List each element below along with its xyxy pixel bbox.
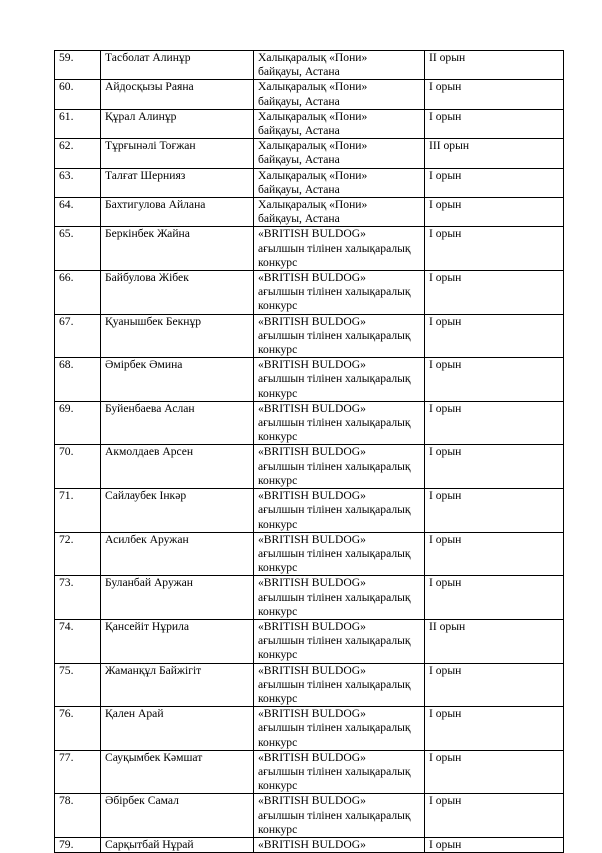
place-result: I орын — [425, 794, 564, 838]
student-name: Буйенбаева Аслан — [101, 401, 254, 445]
row-number: 69. — [55, 401, 101, 445]
row-number: 65. — [55, 227, 101, 271]
competition-name: Халықаралық «Пони» байқауы, Астана — [254, 109, 425, 138]
competition-name: Халықаралық «Пони» байқауы, Астана — [254, 139, 425, 168]
table-row — [55, 80, 564, 109]
competition-name: «BRITISH BULDOG» ағылшын тілінен халықаралық конкурс — [254, 663, 425, 707]
student-name: Тұрғынәлі Тоғжан — [101, 139, 254, 168]
table-row — [55, 139, 564, 168]
place-result: I орын — [425, 358, 564, 402]
student-name: Қуанышбек Бекнұр — [101, 314, 254, 358]
student-name: Қансейіт Нұрила — [101, 619, 254, 663]
table-row — [55, 445, 564, 489]
row-number: 72. — [55, 532, 101, 576]
student-name: Әмірбек Әмина — [101, 358, 254, 402]
row-number: 67. — [55, 314, 101, 358]
place-result: I орын — [425, 707, 564, 751]
table-row — [55, 227, 564, 271]
student-name: Байбулова Жібек — [101, 271, 254, 315]
table-row — [55, 837, 564, 852]
place-result: I орын — [425, 663, 564, 707]
table-row — [55, 489, 564, 533]
competition-name: «BRITISH BULDOG» ағылшын тілінен халықаралық конкурс — [254, 532, 425, 576]
competition-name: «BRITISH BULDOG» ағылшын тілінен халықаралық конкурс — [254, 489, 425, 533]
row-number: 74. — [55, 619, 101, 663]
table-row — [55, 198, 564, 227]
place-result: I орын — [425, 401, 564, 445]
row-number: 77. — [55, 750, 101, 794]
student-name: Айдосқызы Раяна — [101, 80, 254, 109]
row-number: 68. — [55, 358, 101, 402]
row-number: 71. — [55, 489, 101, 533]
competition-name: «BRITISH BULDOG» ағылшын тілінен халықаралық конкурс — [254, 445, 425, 489]
competition-name: «BRITISH BULDOG» ағылшын тілінен халықаралық конкурс — [254, 750, 425, 794]
row-number: 64. — [55, 198, 101, 227]
place-result: II орын — [425, 51, 564, 80]
student-name: Әбірбек Самал — [101, 794, 254, 838]
student-name: Талғат Шернияз — [101, 168, 254, 197]
place-result: I орын — [425, 489, 564, 533]
competition-name: «BRITISH BULDOG» ағылшын тілінен халықаралық конкурс — [254, 576, 425, 620]
place-result: I орын — [425, 109, 564, 138]
place-result: I орын — [425, 445, 564, 489]
competition-name: Халықаралық «Пони» байқауы, Астана — [254, 198, 425, 227]
competition-name: «BRITISH BULDOG» ағылшын тілінен халықаралық конкурс — [254, 401, 425, 445]
competition-name: «BRITISH BULDOG» ағылшын тілінен халықаралық конкурс — [254, 794, 425, 838]
table-row — [55, 358, 564, 402]
competition-name: «BRITISH BULDOG» ағылшын тілінен халықаралық конкурс — [254, 271, 425, 315]
place-result: I орын — [425, 314, 564, 358]
student-name: Қален Арай — [101, 707, 254, 751]
table-row — [55, 401, 564, 445]
table-row — [55, 314, 564, 358]
competition-name: «BRITISH BULDOG» ағылшын тілінен халықаралық конкурс — [254, 707, 425, 751]
student-name: Сайлаубек Інкәр — [101, 489, 254, 533]
student-name: Сауқымбек Кәмшат — [101, 750, 254, 794]
row-number: 70. — [55, 445, 101, 489]
competition-name: Халықаралық «Пони» байқауы, Астана — [254, 51, 425, 80]
place-result: I орын — [425, 750, 564, 794]
student-name: Тасболат Алинұр — [101, 51, 254, 80]
row-number: 59. — [55, 51, 101, 80]
student-name: Бахтигулова Айлана — [101, 198, 254, 227]
student-name: Буланбай Аружан — [101, 576, 254, 620]
row-number: 61. — [55, 109, 101, 138]
table-row — [55, 707, 564, 751]
row-number: 73. — [55, 576, 101, 620]
table-row — [55, 663, 564, 707]
table-row — [55, 576, 564, 620]
row-number: 79. — [55, 837, 101, 852]
place-result: III орын — [425, 139, 564, 168]
place-result: I орын — [425, 837, 564, 852]
student-name: Құрал Алинұр — [101, 109, 254, 138]
student-name: Акмолдаев Арсен — [101, 445, 254, 489]
competition-name: Халықаралық «Пони» байқауы, Астана — [254, 168, 425, 197]
student-name: Сарқытбай Нұрай — [101, 837, 254, 852]
place-result: II орын — [425, 619, 564, 663]
table-row — [55, 51, 564, 80]
table-row — [55, 532, 564, 576]
row-number: 76. — [55, 707, 101, 751]
competition-name: «BRITISH BULDOG» ағылшын тілінен халықаралық конкурс — [254, 314, 425, 358]
row-number: 63. — [55, 168, 101, 197]
place-result: I орын — [425, 198, 564, 227]
table-row — [55, 619, 564, 663]
competition-name: «BRITISH BULDOG» ағылшын тілінен халықаралық конкурс — [254, 358, 425, 402]
place-result: I орын — [425, 227, 564, 271]
row-number: 75. — [55, 663, 101, 707]
student-name: Асилбек Аружан — [101, 532, 254, 576]
row-number: 62. — [55, 139, 101, 168]
competition-name: «BRITISH BULDOG» ағылшын тілінен халықаралық конкурс — [254, 227, 425, 271]
student-name: Жаманқұл Байжігіт — [101, 663, 254, 707]
table-row — [55, 794, 564, 838]
place-result: I орын — [425, 532, 564, 576]
place-result: I орын — [425, 168, 564, 197]
table-row — [55, 271, 564, 315]
results-table — [54, 50, 564, 853]
table-row — [55, 168, 564, 197]
competition-name: «BRITISH BULDOG» ағылшын тілінен халықаралық конкурс — [254, 619, 425, 663]
place-result: I орын — [425, 80, 564, 109]
row-number: 66. — [55, 271, 101, 315]
row-number: 60. — [55, 80, 101, 109]
place-result: I орын — [425, 271, 564, 315]
place-result: I орын — [425, 576, 564, 620]
table-row — [55, 750, 564, 794]
student-name: Беркінбек Жайна — [101, 227, 254, 271]
competition-name: «BRITISH BULDOG» — [254, 837, 425, 852]
row-number: 78. — [55, 794, 101, 838]
table-row — [55, 109, 564, 138]
competition-name: Халықаралық «Пони» байқауы, Астана — [254, 80, 425, 109]
